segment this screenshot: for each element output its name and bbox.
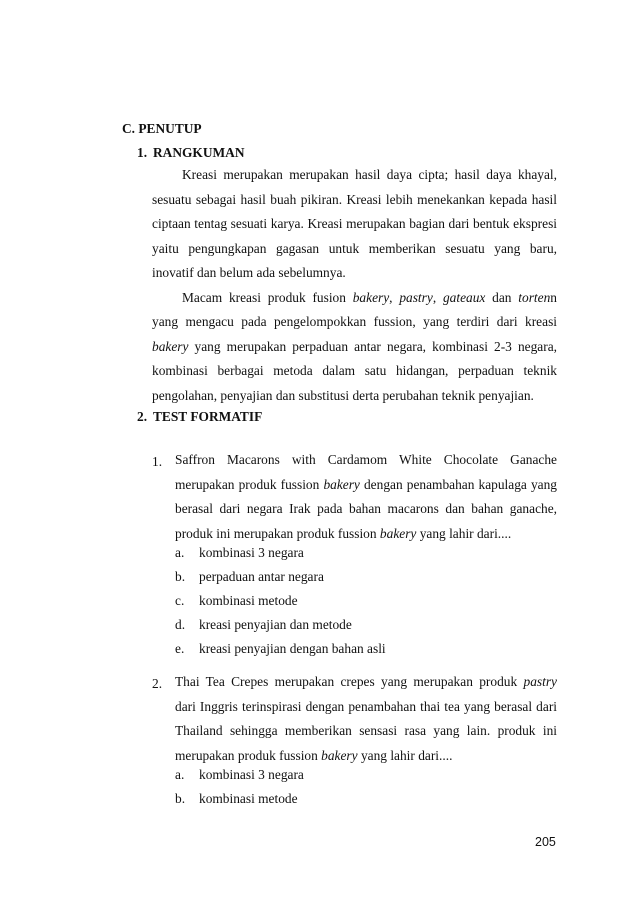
question-1-text: Saffron Macarons with Cardamom White Chocolate Ganache merupakan produk fussion bakery dengan penambahan kapulaga yang berasal dari negara Irak pada bahan macarons dan bahan ganache, produk ini merupakan produk fussion bakery yang lahir dari....	[175, 452, 557, 541]
q1-option-d-text: kreasi penyajian dan metode	[199, 617, 352, 632]
page-number: 205	[535, 835, 556, 849]
q2-option-b-letter: b.	[175, 791, 186, 806]
q1-option-a-letter: a.	[175, 545, 185, 560]
q1-option-e-text: kreasi penyajian dengan bahan asli	[199, 641, 386, 656]
q1-option-e-letter: e.	[175, 641, 185, 656]
summary-body	[152, 163, 557, 408]
summary-paragraph-1: Kreasi merupakan merupakan hasil daya cipta; hasil daya khayal, sesuatu sebagai hasil buah pikiran. Kreasi lebih menekankan kepada hasil ciptaan tentag sesuati karya. Kreasi merupakan bagian dari bentuk ekspresi yaitu pengungkapan gagasan untuk memberikan sesuatu yang baru, inovatif dan belum ada sebelumnya.	[152, 167, 557, 280]
summary-heading-number: 1.	[137, 145, 148, 160]
q2-option-a-letter: a.	[175, 767, 185, 782]
q1-option-a-text: kombinasi 3 negara	[199, 545, 304, 560]
q1-option-b-text: perpaduan antar negara	[199, 569, 324, 584]
test-heading: TEST FORMATIF	[153, 409, 263, 424]
q2-option-a-text: kombinasi 3 negara	[199, 767, 304, 782]
summary-heading: RANGKUMAN	[153, 145, 245, 160]
q2-option-b-text: kombinasi metode	[199, 791, 298, 806]
question-2-number: 2.	[152, 676, 163, 691]
q1-option-b-letter: b.	[175, 569, 186, 584]
question-2-text: Thai Tea Crepes merupakan crepes yang merupakan produk pastry dari Inggris terinspirasi dengan penambahan thai tea yang berasal dari Thailand sehingga memberikan sensasi rasa yang lain. produk ini merupakan produk fussion bakery yang lahir dari....	[175, 674, 557, 763]
q1-option-c-letter: c.	[175, 593, 185, 608]
q1-option-c-text: kombinasi metode	[199, 593, 298, 608]
question-1-number: 1.	[152, 454, 163, 469]
test-heading-number: 2.	[137, 409, 148, 424]
q1-option-d-letter: d.	[175, 617, 186, 632]
summary-paragraph-2: Macam kreasi produk fusion bakery, pastry, gateaux dan tortenn yang mengacu pada pengelompokkan fussion, yang terdiri dari kreasi bakery yang merupakan perpaduan antar negara, kombinasi 2-3 negara, kombinasi berbagai metoda dalam satu hidangan, perpaduan teknik pengolahan, penyajian dan substitusi derta perubahan teknik penyajian.	[152, 289, 557, 403]
section-heading: C. PENUTUP	[122, 121, 202, 136]
